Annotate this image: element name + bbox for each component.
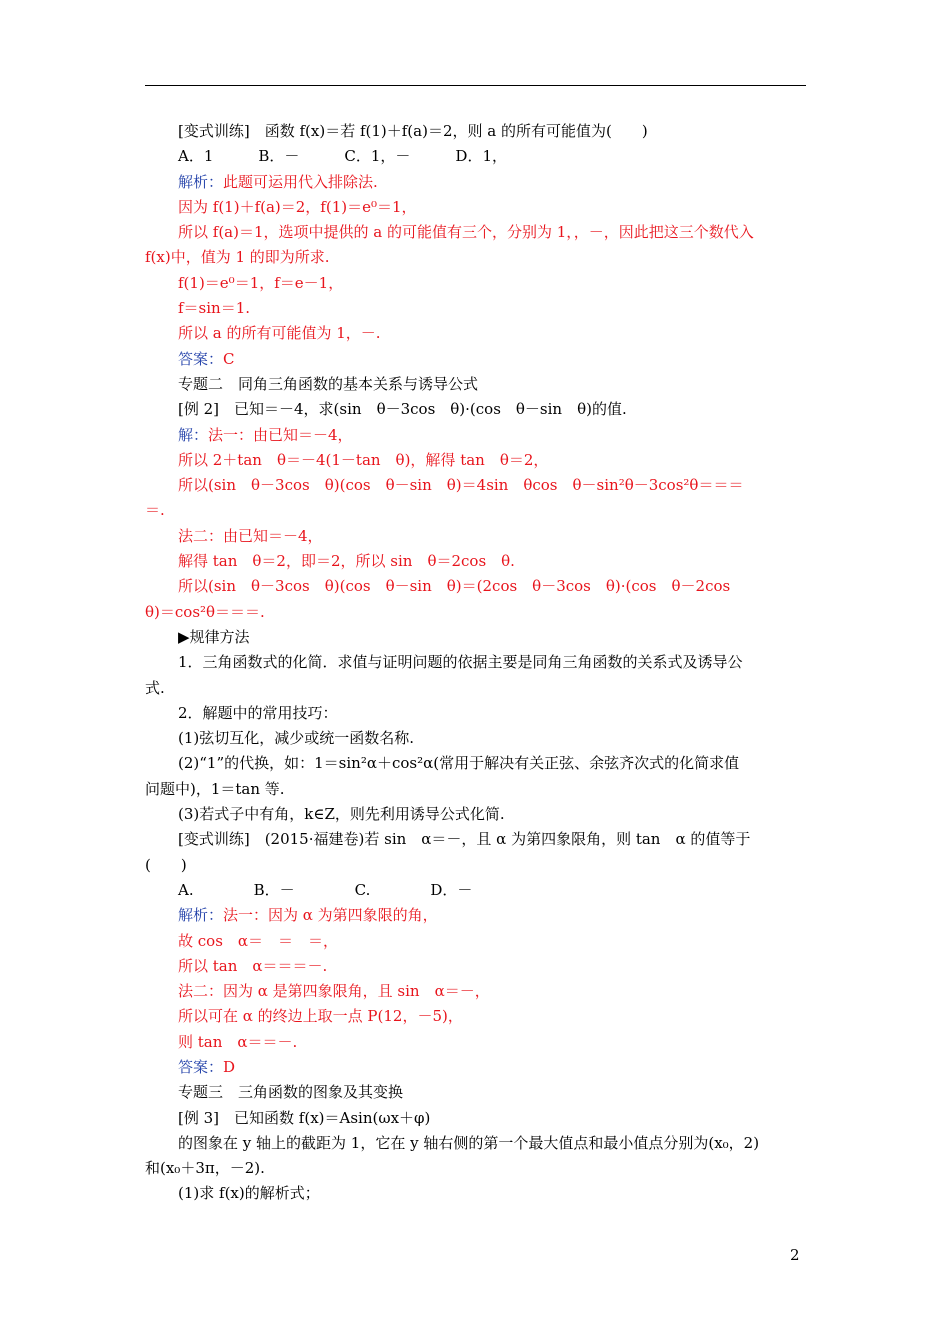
text-line (145, 1055, 806, 1080)
text-line: f(1)＝e⁰＝1，f＝e－1， (178, 273, 344, 292)
document-body (145, 119, 806, 1207)
line-text: C (223, 349, 235, 368)
text-line: 法二：因为 α 是第四象限角，且 sin α＝－， (178, 982, 490, 1001)
text-line: ▶规律方法 (178, 627, 250, 646)
text-line: 所以(sin θ－3cos θ)(cos θ－sin θ)＝4sin θcos θ－sin²θ－3cos²θ＝＝＝ (178, 476, 744, 495)
text-line: 专题三 三角函数的图象及其变换 (178, 1083, 404, 1102)
text-line: (1)求 f(x)的解析式； (178, 1184, 320, 1203)
text-line: (3)若式子中有角，k∈Z，则先利用诱导公式化简. (178, 805, 505, 824)
text-line: ＝. (145, 501, 165, 520)
text-line: 所以 2＋tan θ＝－4(1－tan θ)，解得 tan θ＝2， (178, 450, 549, 469)
line-text: D (223, 1057, 236, 1076)
answer-label: 答案： (178, 349, 224, 368)
answer-label: 解析： (178, 172, 224, 191)
answer-label: 答案： (178, 1057, 224, 1076)
text-line: (1)弦切互化，减少或统一函数名称. (178, 729, 415, 748)
text-line: 所以 a 的所有可能值为 1，－. (178, 324, 381, 343)
text-line (145, 170, 806, 195)
text-line: 所以 tan α＝＝＝－. (178, 956, 328, 975)
text-line: f＝sin＝1. (178, 299, 251, 318)
answer-label: 解析： (178, 906, 224, 925)
text-line: θ)＝cos²θ＝＝＝. (145, 602, 265, 621)
text-line: [变式训练] (2015·福建卷)若 sin α＝－，且 α 为第四象限角，则 tan α 的值等于 (178, 830, 751, 849)
text-line: 问题中)，1＝tan 等. (145, 779, 285, 798)
text-line: f(x)中，值为 1 的即为所求. (145, 248, 330, 267)
text-line (145, 347, 806, 372)
text-line (145, 903, 806, 928)
text-line: 2．解题中的常用技巧： (178, 703, 338, 722)
text-line: 则 tan α＝＝－. (178, 1032, 298, 1051)
text-line: 专题二 同角三角函数的基本关系与诱导公式 (178, 374, 479, 393)
text-line: 故 cos α＝ ＝ ＝， (178, 931, 339, 950)
header-rule (145, 85, 806, 86)
text-line: 所以 f(a)＝1，选项中提供的 a 的可能值有三个，分别为 1，，－，因此把这三个数代入 (178, 223, 754, 242)
text-line: 1．三角函数式的化简．求值与证明问题的依据主要是同角三角函数的关系式及诱导公 (178, 653, 743, 672)
text-line (145, 423, 806, 448)
text-line: [变式训练] 函数 f(x)＝若 f(1)＋f(a)＝2，则 a 的所有可能值为( ) (178, 122, 648, 140)
text-line: 式. (145, 678, 165, 697)
answer-label: 解： (178, 425, 209, 444)
text-line: A．1 B．－ C．1，－ D．1， (178, 147, 507, 166)
page-number: 2 (790, 1246, 800, 1264)
text-line: 因为 f(1)＋f(a)＝2，f(1)＝e⁰＝1， (178, 197, 417, 216)
text-line: 的图象在 y 轴上的截距为 1，它在 y 轴右侧的第一个最大值点和最小值点分别为(x₀，2) (178, 1133, 760, 1152)
text-line: ( ) (145, 855, 187, 874)
line-text: 法一：由已知＝－4， (208, 425, 353, 444)
text-line: 法二：由已知＝－4， (178, 526, 323, 545)
text-line: A. B．－ C. D．－ (178, 880, 473, 899)
line-text: 此题可运用代入排除法. (223, 172, 378, 191)
text-line: (2)“1”的代换，如：1＝sin²α＋cos²α(常用于解决有关正弦、余弦齐次式的化简求值 (178, 754, 740, 773)
text-line: [例 2] 已知＝－4，求(sin θ－3cos θ)·(cos θ－sin θ)的值. (178, 400, 627, 419)
text-line: [例 3] 已知函数 f(x)＝Asin(ωx＋φ) (178, 1108, 431, 1127)
text-line: 所以(sin θ－3cos θ)(cos θ－sin θ)＝(2cos θ－3cos θ)·(cos θ－2cos (178, 577, 731, 596)
text-line: 所以可在 α 的终边上取一点 P(12，－5)， (178, 1007, 463, 1026)
text-line: 和(x₀＋3π，－2). (145, 1159, 265, 1178)
text-line: 解得 tan θ＝2，即＝2，所以 sin θ＝2cos θ. (178, 552, 515, 571)
line-text: 法一：因为 α 为第四象限的角， (223, 906, 438, 925)
